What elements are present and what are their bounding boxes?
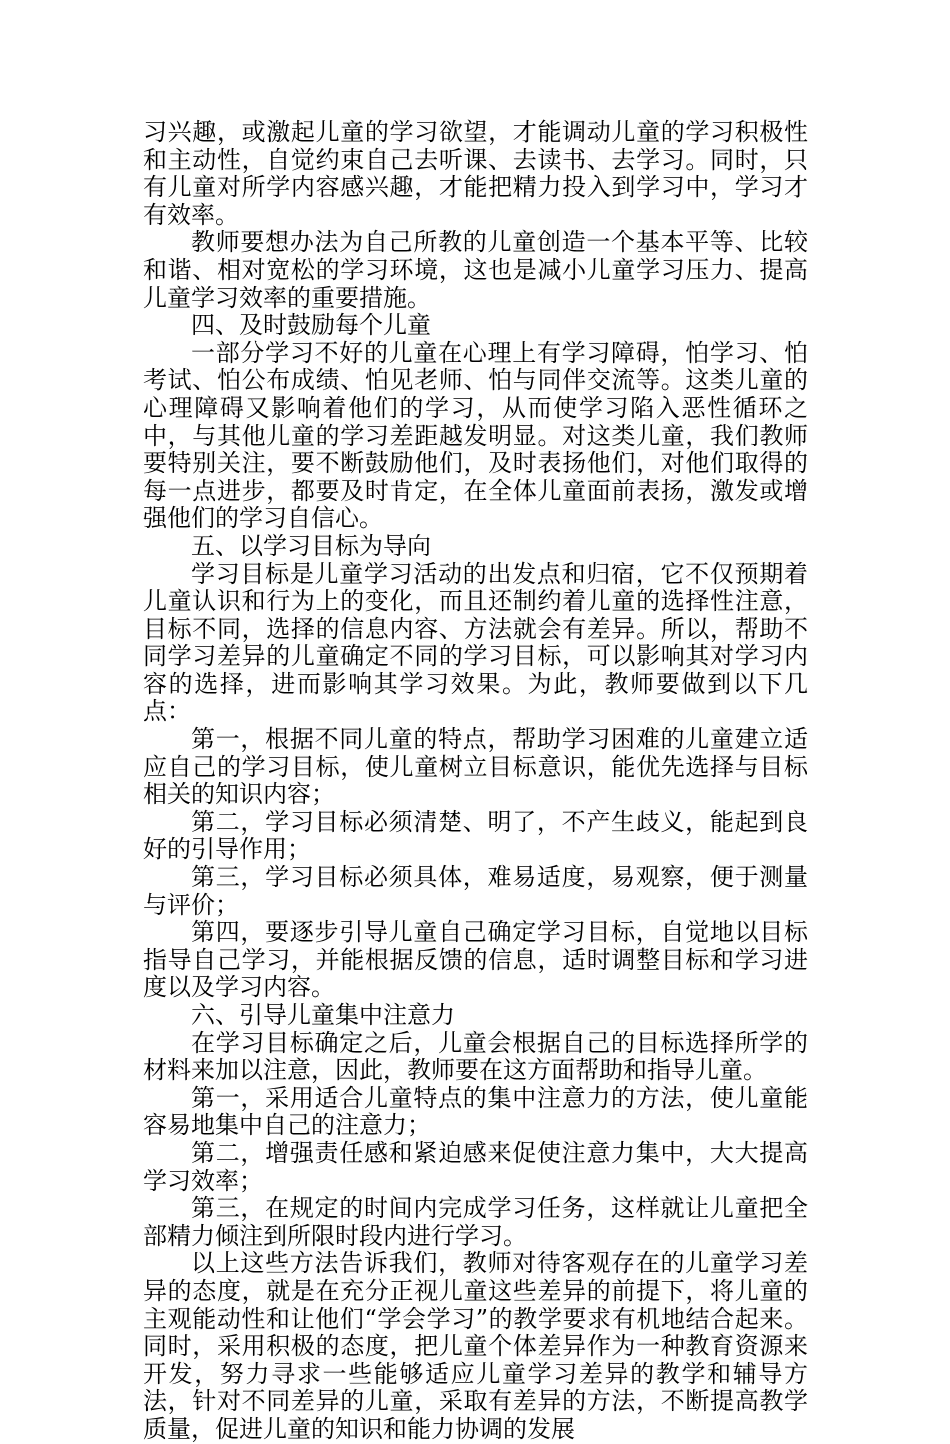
paragraph-attention-point-1: 第一，采用适合儿童特点的集中注意力的方法，使儿童能容易地集中自己的注意力； bbox=[143, 1083, 808, 1140]
paragraph-goals: 学习目标是儿童学习活动的出发点和归宿，它不仅预期着儿童认识和行为上的变化，而且还制约着儿童的选择性注意，目标不同，选择的信息内容、方法就会有差异。所以，帮助不同学习差异的儿童确定不同的学习目标，可以影响其对学习内容的选择，进而影响其学习效果。为此，教师要做到以下几点： bbox=[143, 559, 808, 726]
paragraph-encourage: 一部分学习不好的儿童在心理上有学习障碍，怕学习、怕考试、怕公布成绩、怕见老师、怕与同伴交流等。这类儿童的心理障碍又影响着他们的学习，从而使学习陷入恶性循环之中，与其他儿童的学习差距越发明显。对这类儿童，我们教师要特别关注，要不断鼓励他们，及时表扬他们，对他们取得的每一点进步，都要及时肯定，在全体儿童面前表扬，激发或增强他们的学习自信心。 bbox=[143, 338, 808, 533]
paragraph-goal-point-1: 第一，根据不同儿童的特点，帮助学习困难的儿童建立适应自己的学习目标，使儿童树立目标意识，能优先选择与目标相关的知识内容； bbox=[143, 725, 808, 809]
paragraph-goal-point-2: 第二，学习目标必须清楚、明了，不产生歧义，能起到良好的引导作用； bbox=[143, 807, 808, 864]
paragraph-attention: 在学习目标确定之后，儿童会根据自己的目标选择所学的材料来加以注意，因此，教师要在这方面帮助和指导儿童。 bbox=[143, 1028, 808, 1085]
paragraph-attention-point-2: 第二，增强责任感和紧迫感来促使注意力集中，大大提高学习效率； bbox=[143, 1138, 808, 1195]
paragraph-goal-point-3: 第三，学习目标必须具体，难易适度，易观察，便于测量与评价； bbox=[143, 863, 808, 919]
section-heading-encourage: 四、及时鼓励每个儿童 bbox=[191, 311, 431, 340]
paragraph-continuation: 习兴趣，或激起儿童的学习欲望，才能调动儿童的学习积极性和主动性，自觉约束自己去听课、去读书、去学习。同时，只有儿童对所学内容感兴趣，才能把精力投入到学习中，学习才有效率。 bbox=[143, 118, 808, 229]
paragraph-attention-point-3: 第三，在规定的时间内完成学习任务，这样就让儿童把全部精力倾注到所限时段内进行学习。 bbox=[143, 1194, 808, 1250]
section-heading-attention: 六、引导儿童集中注意力 bbox=[191, 1001, 455, 1029]
document-page bbox=[143, 119, 808, 1444]
paragraph-conclusion: 以上这些方法告诉我们，教师对待客观存在的儿童学习差异的态度，就是在充分正视儿童这些差异的前提下，将儿童的主观能动性和让他们“学会学习”的教学要求有机地结合起来。同时，采用积极的态度，把儿童个体差异作为一种教育资源来开发，努力寻求一些能够适应儿童学习差异的教学和辅导方法，针对不同差异的儿童，采取有差异的方法，不断提高教学质量，促进儿童的知识和能力协调的发展 bbox=[143, 1249, 808, 1443]
paragraph-learning-environment: 教师要想办法为自己所教的儿童创造一个基本平等、比较和谐、相对宽松的学习环境，这也是减小儿童学习压力、提高儿童学习效率的重要措施。 bbox=[143, 228, 808, 312]
section-heading-goals: 五、以学习目标为导向 bbox=[191, 531, 431, 560]
paragraph-goal-point-4: 第四，要逐步引导儿童自己确定学习目标，自觉地以目标指导自己学习，并能根据反馈的信息，适时调整目标和学习进度以及学习内容。 bbox=[143, 918, 808, 1002]
